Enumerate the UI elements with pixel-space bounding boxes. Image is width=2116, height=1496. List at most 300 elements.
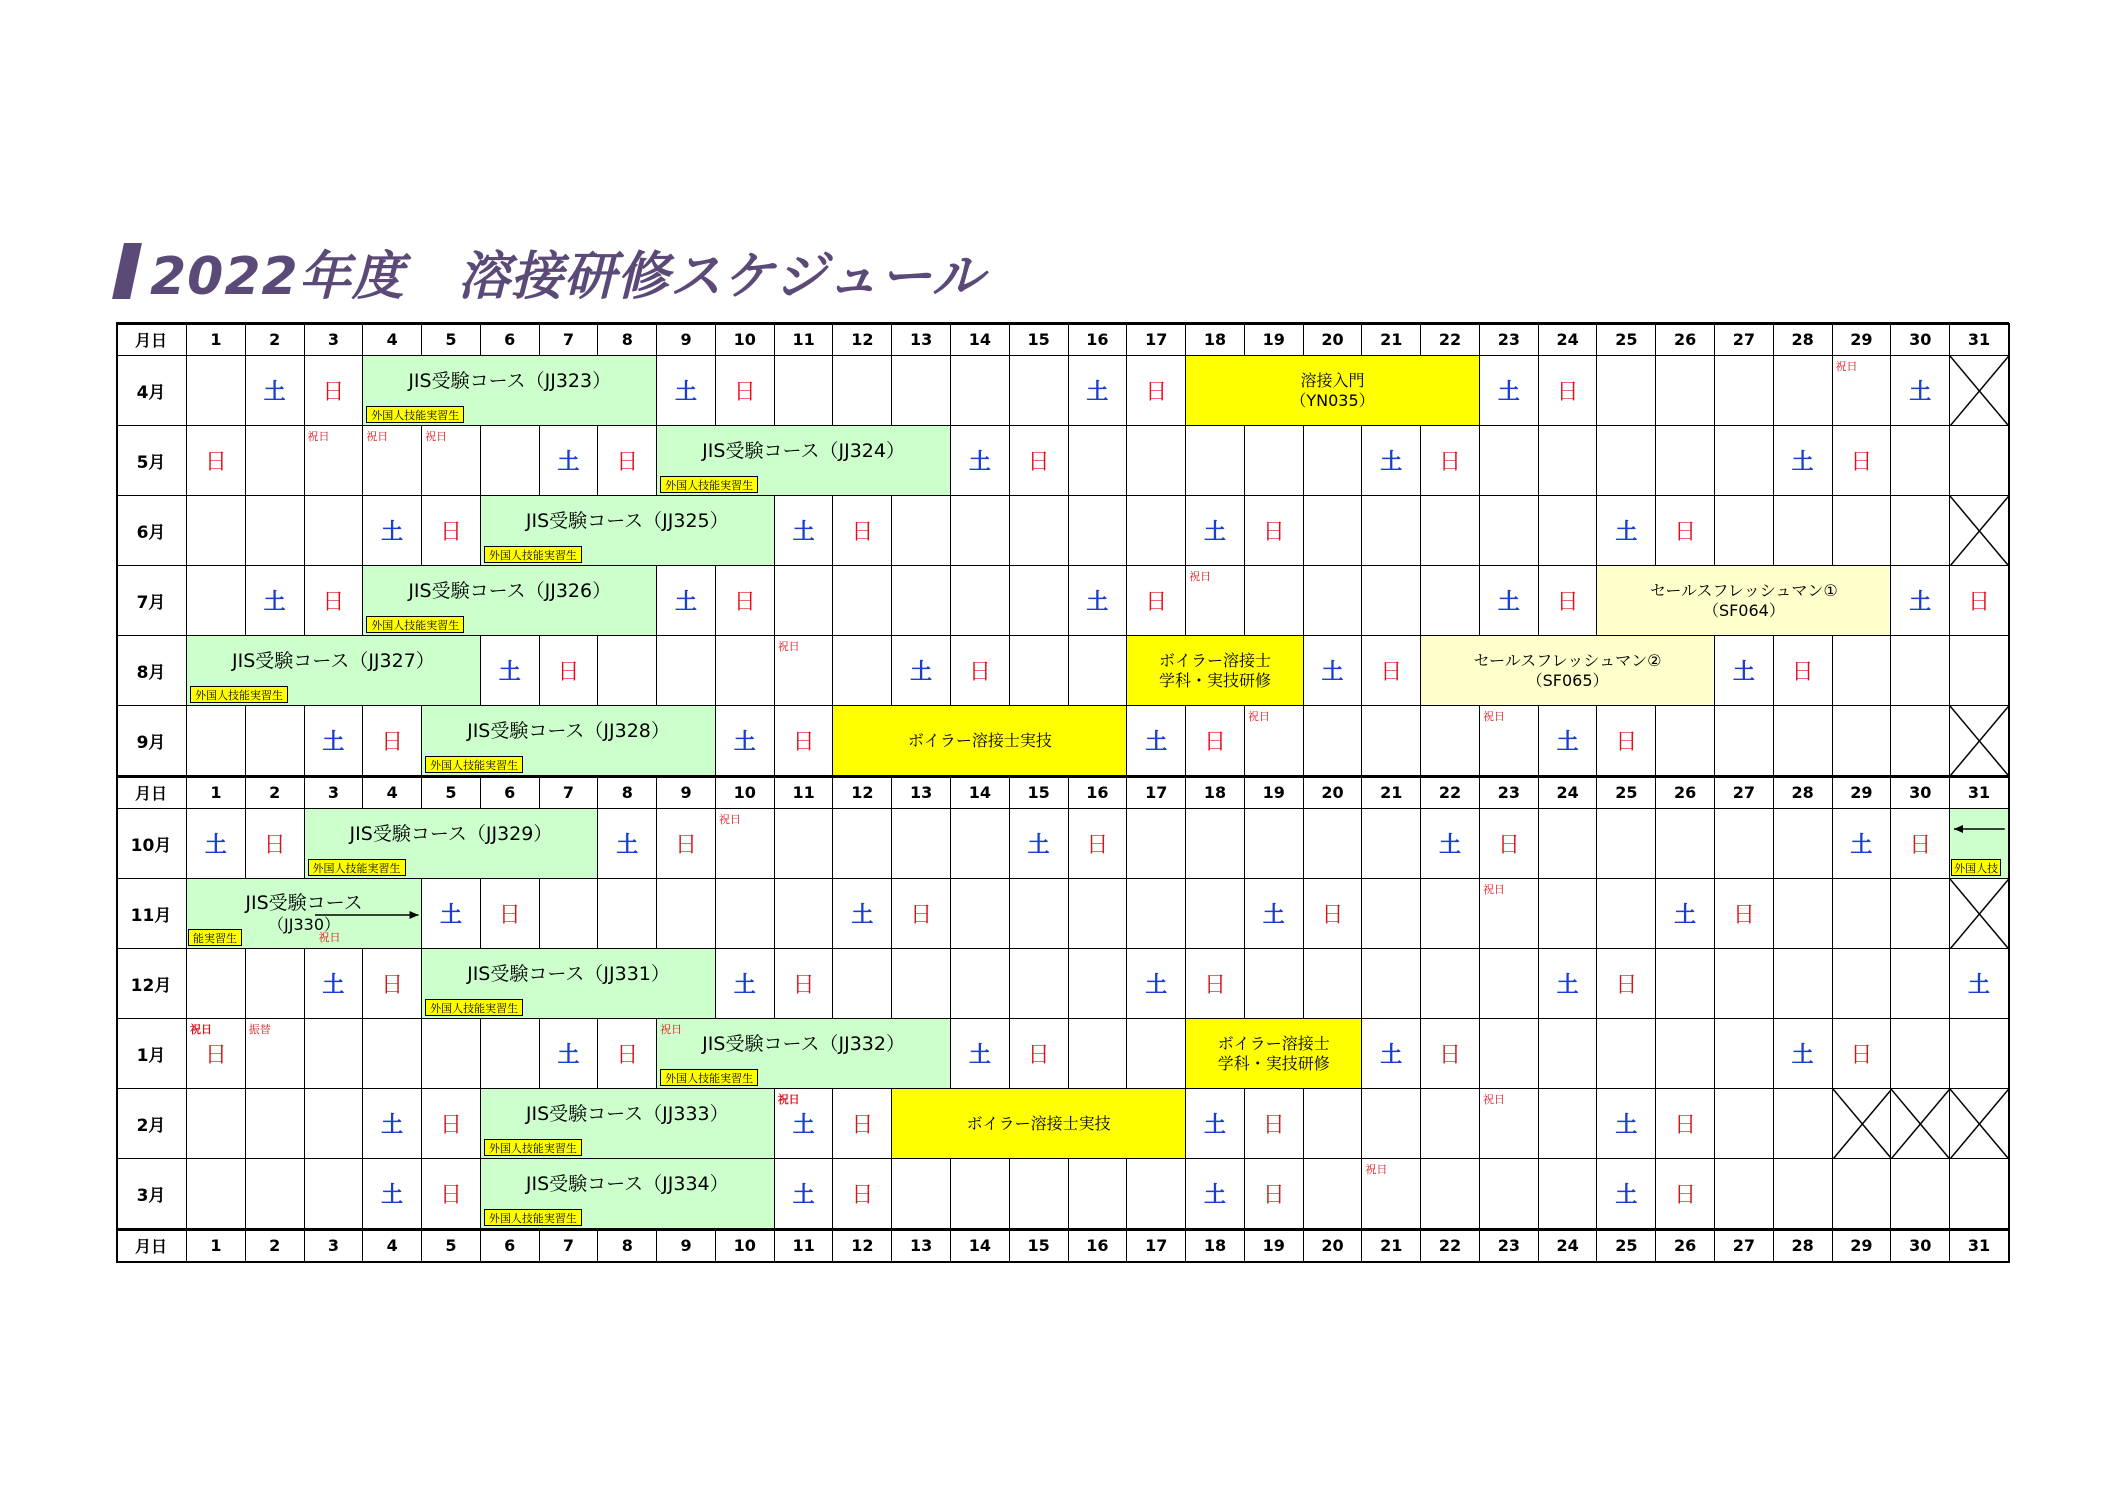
day-cell[interactable] xyxy=(1891,706,1950,776)
saturday-cell[interactable]: 土 xyxy=(657,566,716,636)
saturday-cell[interactable]: 土 xyxy=(892,636,951,706)
sunday-cell[interactable]: 日 xyxy=(540,636,599,706)
day-cell[interactable] xyxy=(1597,1019,1656,1089)
saturday-cell[interactable]: 土 xyxy=(1833,809,1892,879)
day-cell[interactable] xyxy=(1715,1019,1774,1089)
saturday-cell[interactable]: 土 xyxy=(1891,566,1950,636)
day-cell[interactable] xyxy=(1891,636,1950,706)
day-cell[interactable] xyxy=(1245,809,1304,879)
day-cell[interactable] xyxy=(775,566,834,636)
day-cell[interactable] xyxy=(187,706,246,776)
saturday-cell[interactable]: 土 xyxy=(540,426,599,496)
saturday-cell[interactable]: 土 xyxy=(1127,706,1186,776)
day-cell[interactable] xyxy=(833,566,892,636)
sunday-cell[interactable]: 日 xyxy=(422,1089,481,1159)
day-cell[interactable] xyxy=(1421,496,1480,566)
day-cell[interactable] xyxy=(1010,879,1069,949)
header-day-25: 25 xyxy=(1597,1229,1656,1262)
day-cell[interactable] xyxy=(1186,426,1245,496)
sunday-cell[interactable]: 日 xyxy=(1304,879,1363,949)
sunday-cell[interactable]: 日 xyxy=(716,356,775,426)
day-cell[interactable] xyxy=(951,1159,1010,1229)
saturday-cell[interactable]: 土 xyxy=(187,809,246,879)
saturday-cell[interactable]: 土 xyxy=(598,809,657,879)
event-block[interactable] xyxy=(1421,636,1715,706)
event-block[interactable] xyxy=(833,706,1127,776)
day-cell[interactable] xyxy=(1127,496,1186,566)
sunday-cell[interactable]: 日 xyxy=(1069,809,1128,879)
day-cell[interactable] xyxy=(1304,706,1363,776)
trainee-tag-tail: 能実習生 xyxy=(188,929,242,946)
day-cell[interactable] xyxy=(1833,1159,1892,1229)
saturday-cell[interactable]: 土 xyxy=(1186,1159,1245,1229)
saturday-cell[interactable]: 土 xyxy=(951,426,1010,496)
day-cell[interactable] xyxy=(1950,1019,2009,1089)
day-cell[interactable] xyxy=(1421,879,1480,949)
saturday-cell[interactable]: 土 xyxy=(246,566,305,636)
day-cell[interactable] xyxy=(1891,879,1950,949)
sunday-cell[interactable]: 日 xyxy=(1833,1019,1892,1089)
day-cell[interactable] xyxy=(1069,879,1128,949)
day-cell[interactable] xyxy=(892,566,951,636)
day-cell[interactable] xyxy=(1891,426,1950,496)
day-cell[interactable] xyxy=(1774,496,1833,566)
sunday-cell[interactable]: 日 xyxy=(892,879,951,949)
event-block[interactable] xyxy=(1127,636,1303,706)
saturday-cell[interactable]: 土 xyxy=(775,496,834,566)
day-cell[interactable] xyxy=(422,1019,481,1089)
header-day-26: 26 xyxy=(1656,1229,1715,1262)
header-day-2: 2 xyxy=(246,323,305,356)
day-cell[interactable] xyxy=(1656,426,1715,496)
saturday-cell[interactable]: 土 xyxy=(363,496,422,566)
sunday-cell[interactable]: 日 xyxy=(1245,1089,1304,1159)
sunday-cell[interactable]: 日 xyxy=(187,426,246,496)
day-cell[interactable] xyxy=(1304,566,1363,636)
header-day-31: 31 xyxy=(1950,323,2009,356)
day-cell[interactable] xyxy=(1656,809,1715,879)
saturday-cell[interactable]: 土 xyxy=(1480,566,1539,636)
day-cell[interactable] xyxy=(1891,1019,1950,1089)
saturday-cell[interactable]: 土 xyxy=(1186,1089,1245,1159)
day-cell[interactable] xyxy=(1715,1159,1774,1229)
saturday-cell[interactable]: 土 xyxy=(951,1019,1010,1089)
event-code: （JJ330） xyxy=(268,915,341,935)
saturday-cell[interactable]: 土 xyxy=(305,706,364,776)
saturday-cell[interactable]: 土 xyxy=(363,1159,422,1229)
day-cell[interactable] xyxy=(1774,356,1833,426)
day-cell[interactable] xyxy=(892,809,951,879)
header-day-24: 24 xyxy=(1539,323,1598,356)
sunday-cell[interactable]: 日 xyxy=(1950,566,2009,636)
saturday-cell[interactable]: 土 xyxy=(1539,706,1598,776)
day-cell[interactable] xyxy=(1539,879,1598,949)
sunday-cell[interactable]: 日 xyxy=(1891,809,1950,879)
day-cell[interactable] xyxy=(246,1159,305,1229)
day-cell[interactable] xyxy=(1715,949,1774,1019)
day-cell[interactable] xyxy=(1010,949,1069,1019)
day-cell[interactable] xyxy=(187,356,246,426)
saturday-cell[interactable]: 土 xyxy=(1304,636,1363,706)
day-cell[interactable] xyxy=(1656,1019,1715,1089)
day-cell[interactable] xyxy=(1362,879,1421,949)
saturday-cell[interactable]: 土 xyxy=(1480,356,1539,426)
day-cell[interactable] xyxy=(1069,426,1128,496)
sunday-cell[interactable]: 日 xyxy=(481,879,540,949)
day-cell[interactable] xyxy=(1597,356,1656,426)
day-cell[interactable] xyxy=(1950,426,2009,496)
day-cell[interactable] xyxy=(1069,1159,1128,1229)
sunday-cell[interactable]: 日 xyxy=(1010,426,1069,496)
event-block[interactable] xyxy=(1597,566,1891,636)
header-day-20: 20 xyxy=(1304,1229,1363,1262)
saturday-cell[interactable]: 土 xyxy=(1597,1159,1656,1229)
saturday-cell[interactable]: 土 xyxy=(1715,636,1774,706)
saturday-cell[interactable]: 土 xyxy=(1539,949,1598,1019)
saturday-cell[interactable]: 土 xyxy=(1245,879,1304,949)
header-day-17: 17 xyxy=(1127,323,1186,356)
day-cell[interactable] xyxy=(1715,809,1774,879)
day-cell[interactable] xyxy=(1597,879,1656,949)
sunday-cell[interactable]: 日 xyxy=(1539,356,1598,426)
day-cell[interactable] xyxy=(187,1089,246,1159)
day-cell[interactable] xyxy=(1421,1159,1480,1229)
sunday-cell[interactable]: 日 xyxy=(951,636,1010,706)
sunday-cell[interactable]: 日 xyxy=(598,1019,657,1089)
day-cell[interactable] xyxy=(1480,426,1539,496)
saturday-cell[interactable]: 土 xyxy=(246,356,305,426)
sunday-cell[interactable]: 日 xyxy=(716,566,775,636)
cross-icon xyxy=(1833,1089,1892,1159)
month-label: 7月 xyxy=(116,566,187,636)
day-cell[interactable] xyxy=(1950,636,2009,706)
saturday-cell[interactable]: 土 xyxy=(1597,496,1656,566)
cross-icon xyxy=(1950,879,2009,949)
day-cell[interactable] xyxy=(1833,879,1892,949)
day-cell[interactable] xyxy=(1069,1019,1128,1089)
day-cell[interactable] xyxy=(951,949,1010,1019)
day-cell[interactable] xyxy=(1010,1159,1069,1229)
day-cell[interactable] xyxy=(1715,356,1774,426)
day-cell[interactable] xyxy=(1715,426,1774,496)
sunday-cell[interactable]: 日 xyxy=(1539,566,1598,636)
header-day-8: 8 xyxy=(598,776,657,809)
day-cell[interactable] xyxy=(1539,426,1598,496)
saturday-cell[interactable]: 土 xyxy=(422,879,481,949)
day-cell[interactable] xyxy=(1245,426,1304,496)
saturday-cell[interactable]: 土 xyxy=(1186,496,1245,566)
day-cell[interactable] xyxy=(305,1089,364,1159)
day-cell[interactable] xyxy=(1421,949,1480,1019)
day-cell[interactable] xyxy=(1127,426,1186,496)
header-day-21: 21 xyxy=(1362,1229,1421,1262)
header-day-8: 8 xyxy=(598,323,657,356)
sunday-cell[interactable]: 日 xyxy=(833,1159,892,1229)
day-cell[interactable] xyxy=(1891,1159,1950,1229)
day-cell[interactable] xyxy=(775,879,834,949)
day-cell[interactable] xyxy=(775,356,834,426)
sunday-cell[interactable]: 日 xyxy=(1597,949,1656,1019)
day-cell[interactable] xyxy=(1715,496,1774,566)
day-cell[interactable] xyxy=(481,426,540,496)
day-cell[interactable] xyxy=(1186,809,1245,879)
sunday-cell[interactable]: 日 xyxy=(1245,1159,1304,1229)
sunday-cell[interactable]: 日 xyxy=(1715,879,1774,949)
day-cell[interactable] xyxy=(833,949,892,1019)
day-cell[interactable] xyxy=(1127,879,1186,949)
sunday-cell[interactable]: 日 xyxy=(598,426,657,496)
sunday-cell[interactable]: 日 xyxy=(422,496,481,566)
sunday-cell[interactable]: 日 xyxy=(187,1019,246,1089)
day-cell[interactable] xyxy=(716,879,775,949)
saturday-cell[interactable]: 土 xyxy=(1774,1019,1833,1089)
header-day-18: 18 xyxy=(1186,323,1245,356)
day-cell[interactable] xyxy=(1069,496,1128,566)
day-cell[interactable] xyxy=(1833,636,1892,706)
day-cell[interactable] xyxy=(246,949,305,1019)
saturday-cell[interactable]: 土 xyxy=(1127,949,1186,1019)
header-day-17: 17 xyxy=(1127,776,1186,809)
header-day-2: 2 xyxy=(246,776,305,809)
day-cell[interactable] xyxy=(833,636,892,706)
sunday-cell[interactable]: 日 xyxy=(1833,426,1892,496)
day-cell[interactable] xyxy=(892,949,951,1019)
day-cell[interactable] xyxy=(1656,356,1715,426)
sunday-cell[interactable]: 日 xyxy=(1010,1019,1069,1089)
day-cell[interactable] xyxy=(598,879,657,949)
day-cell[interactable] xyxy=(540,879,599,949)
event-block[interactable] xyxy=(892,1089,1186,1159)
saturday-cell[interactable]: 土 xyxy=(657,356,716,426)
day-cell[interactable] xyxy=(1597,426,1656,496)
day-cell[interactable] xyxy=(1010,356,1069,426)
sunday-cell[interactable]: 日 xyxy=(1656,496,1715,566)
day-cell[interactable] xyxy=(1480,1159,1539,1229)
day-cell[interactable] xyxy=(246,706,305,776)
day-cell[interactable] xyxy=(305,1159,364,1229)
day-cell[interactable] xyxy=(1539,1019,1598,1089)
sunday-cell[interactable]: 日 xyxy=(1421,426,1480,496)
day-cell[interactable] xyxy=(1891,496,1950,566)
day-cell[interactable] xyxy=(246,426,305,496)
day-cell[interactable] xyxy=(1186,879,1245,949)
day-cell[interactable] xyxy=(1480,496,1539,566)
saturday-cell[interactable]: 土 xyxy=(775,1089,834,1159)
day-cell[interactable] xyxy=(1539,809,1598,879)
day-cell[interactable] xyxy=(187,949,246,1019)
day-cell[interactable] xyxy=(833,809,892,879)
day-cell[interactable] xyxy=(951,566,1010,636)
day-cell[interactable] xyxy=(951,356,1010,426)
day-cell[interactable] xyxy=(1833,949,1892,1019)
sunday-cell[interactable]: 日 xyxy=(833,1089,892,1159)
header-day-23: 23 xyxy=(1480,776,1539,809)
day-cell[interactable] xyxy=(1774,879,1833,949)
trainee-tag: 外国人技能実習生 xyxy=(484,1139,582,1156)
day-cell[interactable] xyxy=(1362,949,1421,1019)
sunday-cell[interactable]: 日 xyxy=(775,706,834,776)
day-cell[interactable] xyxy=(598,636,657,706)
day-cell[interactable] xyxy=(305,1019,364,1089)
day-cell[interactable] xyxy=(1774,1089,1833,1159)
saturday-cell[interactable]: 土 xyxy=(775,1159,834,1229)
day-cell[interactable] xyxy=(1362,706,1421,776)
day-cell[interactable] xyxy=(1539,496,1598,566)
sunday-cell[interactable]: 日 xyxy=(1186,706,1245,776)
day-cell[interactable] xyxy=(657,879,716,949)
saturday-cell[interactable]: 土 xyxy=(1774,426,1833,496)
header-day-20: 20 xyxy=(1304,776,1363,809)
day-cell[interactable] xyxy=(775,809,834,879)
day-cell[interactable] xyxy=(1715,706,1774,776)
header-day-25: 25 xyxy=(1597,776,1656,809)
saturday-cell[interactable]: 土 xyxy=(833,879,892,949)
sunday-cell[interactable]: 日 xyxy=(246,809,305,879)
day-cell[interactable] xyxy=(1304,426,1363,496)
saturday-cell[interactable]: 土 xyxy=(481,636,540,706)
day-cell[interactable] xyxy=(1245,949,1304,1019)
day-cell[interactable] xyxy=(1656,949,1715,1019)
sunday-cell[interactable]: 日 xyxy=(1480,809,1539,879)
day-cell[interactable] xyxy=(1304,496,1363,566)
saturday-cell[interactable]: 土 xyxy=(1010,809,1069,879)
header-day-12: 12 xyxy=(833,1229,892,1262)
day-cell[interactable] xyxy=(1774,706,1833,776)
day-cell[interactable] xyxy=(1421,706,1480,776)
sunday-cell[interactable]: 日 xyxy=(1362,636,1421,706)
day-cell[interactable] xyxy=(1774,949,1833,1019)
day-cell[interactable] xyxy=(892,1159,951,1229)
day-cell[interactable] xyxy=(951,879,1010,949)
day-cell[interactable] xyxy=(1010,496,1069,566)
header-day-12: 12 xyxy=(833,323,892,356)
saturday-cell[interactable]: 土 xyxy=(1421,809,1480,879)
holiday-label: 祝日 xyxy=(1247,710,1270,723)
sunday-cell[interactable]: 日 xyxy=(1127,356,1186,426)
day-cell[interactable] xyxy=(1480,1019,1539,1089)
sunday-cell[interactable]: 日 xyxy=(1127,566,1186,636)
day-cell[interactable] xyxy=(1304,809,1363,879)
day-cell[interactable] xyxy=(187,566,246,636)
sunday-cell[interactable]: 日 xyxy=(833,496,892,566)
day-cell[interactable] xyxy=(1245,566,1304,636)
day-cell[interactable] xyxy=(833,356,892,426)
day-cell[interactable] xyxy=(1656,706,1715,776)
day-cell[interactable] xyxy=(1539,1089,1598,1159)
saturday-cell[interactable]: 土 xyxy=(363,1089,422,1159)
day-cell[interactable] xyxy=(1304,949,1363,1019)
day-cell[interactable] xyxy=(1539,1159,1598,1229)
day-cell[interactable] xyxy=(481,1019,540,1089)
day-cell[interactable] xyxy=(1010,636,1069,706)
saturday-cell[interactable]: 土 xyxy=(1069,356,1128,426)
sunday-cell[interactable]: 日 xyxy=(1774,636,1833,706)
saturday-cell[interactable]: 土 xyxy=(1597,1089,1656,1159)
day-cell[interactable] xyxy=(1362,1089,1421,1159)
saturday-cell[interactable]: 土 xyxy=(716,949,775,1019)
saturday-cell[interactable]: 土 xyxy=(1362,426,1421,496)
day-cell[interactable] xyxy=(1127,1159,1186,1229)
day-cell[interactable] xyxy=(716,636,775,706)
day-cell[interactable] xyxy=(951,496,1010,566)
sunday-cell[interactable]: 日 xyxy=(422,1159,481,1229)
sunday-cell[interactable]: 日 xyxy=(657,809,716,879)
saturday-cell[interactable]: 土 xyxy=(1362,1019,1421,1089)
day-cell[interactable] xyxy=(1480,949,1539,1019)
day-cell[interactable] xyxy=(187,496,246,566)
day-cell[interactable] xyxy=(1010,566,1069,636)
day-cell[interactable] xyxy=(1304,1159,1363,1229)
event-block[interactable] xyxy=(1186,356,1480,426)
saturday-cell[interactable]: 土 xyxy=(1656,879,1715,949)
day-cell[interactable] xyxy=(1069,949,1128,1019)
day-cell[interactable] xyxy=(1362,566,1421,636)
event-block[interactable] xyxy=(1186,1019,1362,1089)
day-cell[interactable] xyxy=(1715,1089,1774,1159)
sunday-cell[interactable]: 日 xyxy=(775,949,834,1019)
day-cell[interactable] xyxy=(305,496,364,566)
day-cell[interactable] xyxy=(1362,809,1421,879)
day-cell[interactable] xyxy=(1891,949,1950,1019)
day-cell[interactable] xyxy=(892,356,951,426)
sunday-cell[interactable]: 日 xyxy=(363,949,422,1019)
sunday-cell[interactable]: 日 xyxy=(363,706,422,776)
sunday-cell[interactable]: 日 xyxy=(305,566,364,636)
day-cell[interactable] xyxy=(1597,809,1656,879)
day-cell[interactable] xyxy=(1127,1019,1186,1089)
saturday-cell[interactable]: 土 xyxy=(1950,949,2009,1019)
day-cell[interactable] xyxy=(1833,706,1892,776)
saturday-cell[interactable]: 土 xyxy=(305,949,364,1019)
sunday-cell[interactable]: 日 xyxy=(1245,496,1304,566)
header-day-18: 18 xyxy=(1186,776,1245,809)
sunday-cell[interactable]: 日 xyxy=(1597,706,1656,776)
header-day-23: 23 xyxy=(1480,1229,1539,1262)
day-cell[interactable] xyxy=(1304,1089,1363,1159)
day-cell[interactable] xyxy=(1774,1159,1833,1229)
header-day-13: 13 xyxy=(892,776,951,809)
saturday-cell[interactable]: 土 xyxy=(1069,566,1128,636)
day-cell[interactable] xyxy=(1421,566,1480,636)
sunday-cell[interactable]: 日 xyxy=(305,356,364,426)
day-cell[interactable] xyxy=(657,636,716,706)
day-cell[interactable] xyxy=(1833,496,1892,566)
day-cell[interactable] xyxy=(1774,809,1833,879)
title-text: 2022年度 溶接研修スケジュール xyxy=(150,246,985,307)
day-cell[interactable] xyxy=(363,1019,422,1089)
header-day-9: 9 xyxy=(657,323,716,356)
day-cell[interactable] xyxy=(1127,809,1186,879)
saturday-cell[interactable]: 土 xyxy=(716,706,775,776)
day-cell[interactable] xyxy=(246,496,305,566)
day-cell[interactable] xyxy=(1421,1089,1480,1159)
sunday-cell[interactable]: 日 xyxy=(1656,1159,1715,1229)
day-cell[interactable] xyxy=(187,1159,246,1229)
header-day-30: 30 xyxy=(1891,776,1950,809)
saturday-cell[interactable]: 土 xyxy=(540,1019,599,1089)
header-day-27: 27 xyxy=(1715,776,1774,809)
sunday-cell[interactable]: 日 xyxy=(1186,949,1245,1019)
sunday-cell[interactable]: 日 xyxy=(1656,1089,1715,1159)
day-cell[interactable] xyxy=(1069,636,1128,706)
day-cell[interactable] xyxy=(1362,496,1421,566)
day-cell[interactable] xyxy=(951,809,1010,879)
day-cell[interactable] xyxy=(246,1089,305,1159)
sunday-cell[interactable]: 日 xyxy=(1421,1019,1480,1089)
saturday-cell[interactable]: 土 xyxy=(1891,356,1950,426)
day-cell[interactable] xyxy=(892,496,951,566)
day-cell[interactable] xyxy=(1950,1159,2009,1229)
